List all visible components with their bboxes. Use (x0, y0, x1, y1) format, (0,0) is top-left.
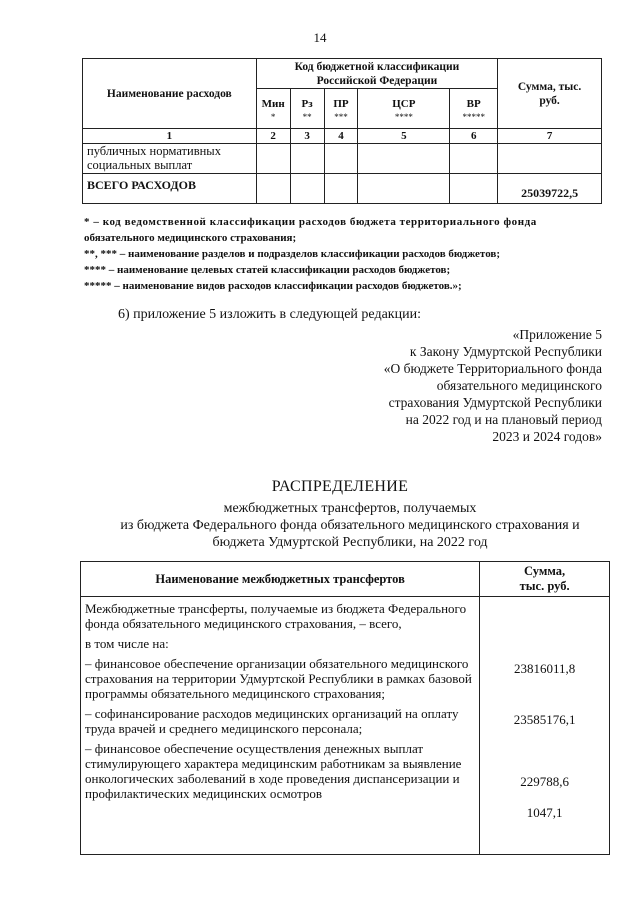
document-title: РАСПРЕДЕЛЕНИЕ (271, 478, 409, 495)
subheader-min: Мин * (256, 89, 290, 129)
expenses-table (82, 58, 602, 204)
subheader-csr: ЦСР **** (358, 89, 450, 129)
sum-value: 23585176,1 (513, 712, 576, 727)
footnotes (84, 214, 604, 294)
footnote: **, *** – наименование разделов и подразделов классификации расходов бюджетов; (84, 248, 501, 260)
total-value: 25039722,5 (498, 174, 602, 204)
document-subtitle: межбюджетных трансфертов, получаемых из бюджета Федерального фонда обязательного медицинского страхования и бюджета Удмуртской Республики, на 2022 год (120, 501, 580, 550)
footnote: ***** – наименование видов расходов классификации расходов бюджетов.»; (84, 280, 462, 292)
list-item: Межбюджетные трансферты, получаемые из бюджета Федерального фонда обязательного медицинского страхования, – всего, (85, 601, 467, 631)
footnote: **** – наименование целевых статей классификации расходов бюджетов; (84, 264, 451, 276)
footnote: обязательного медицинского страхования; (84, 232, 297, 244)
sum-value: 23816011,8 (513, 661, 576, 676)
list-item: – финансовое обеспечение осуществления денежных выплат стимулирующего характера медицинским работникам за выявление онкологических заболеваний в ходе проведения диспансеризации и профилактических медицинских осмотров (85, 741, 462, 801)
column-numbers-row: 1 2 3 4 5 6 7 (83, 129, 602, 144)
list-item: – софинансирование расходов медицинских организаций на оплату труда врачей и среднего медицинского персонала; (85, 706, 459, 736)
header-name-col: Наименование расходов (83, 59, 257, 129)
total-label: ВСЕГО РАСХОДОВ (83, 174, 257, 204)
page-number: 14 (313, 30, 327, 45)
transfers-table (80, 561, 610, 855)
list-item: в том числе на: (85, 636, 169, 651)
appendix-heading: «Приложение 5 к Закону Удмуртской Республики «О бюджете Территориального фонда обязательного медицинского страхования Удмуртской Республики на 2022 год и на плановый период 2023 и 2024 годов» (383, 327, 602, 444)
header-transfer-name: Наименование межбюджетных трансфертов (81, 562, 480, 597)
table-row: публичных нормативных социальных выплат (83, 144, 602, 174)
header-sum-col: Сумма, тыс. руб. (498, 59, 602, 129)
sum-value: 229788,6 (520, 774, 569, 789)
footnote: * – код ведомственной классификации расходов бюджета территориального фонда (84, 216, 537, 228)
amendment-paragraph: 6) приложение 5 изложить в следующей редакции: (118, 307, 421, 322)
transfers-sums (480, 597, 610, 855)
transfers-description (81, 597, 480, 855)
list-item: – финансовое обеспечение организации обязательного медицинского страхования на территории Удмуртской Республики в рамках базовой программы обязательного медицинского страхования; (85, 656, 472, 701)
subheader-vr: ВР ***** (450, 89, 498, 129)
header-code-group: Код бюджетной классификации Российской Федерации (256, 59, 497, 89)
subheader-pr: ПР *** (324, 89, 358, 129)
subheader-rz: Рз ** (290, 89, 324, 129)
total-row (83, 174, 602, 204)
header-sum: Сумма, тыс. руб. (480, 562, 610, 597)
sum-value: 1047,1 (526, 805, 563, 820)
